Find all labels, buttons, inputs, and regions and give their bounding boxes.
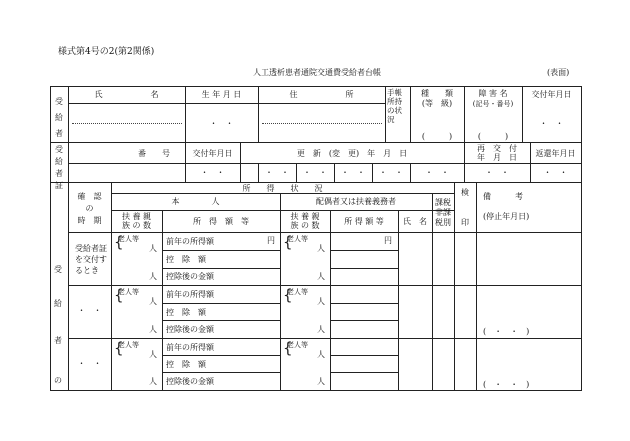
spouse-name-header: 氏 名 <box>403 217 427 226</box>
row-label-prior-income: 前年の所得額 <box>166 343 214 352</box>
elderly-label: 老人等 <box>118 341 139 349</box>
income-status-header: 所 得 状 況 <box>242 184 323 193</box>
remarks-header: 備 考 <box>483 192 523 201</box>
brace-icon: { <box>114 339 124 357</box>
return-date-value: ・ ・ <box>543 168 568 177</box>
spouse-dependents-unit: 人 <box>317 377 325 386</box>
reissue-header-2: 年 月 日 <box>477 153 517 162</box>
row-label-deduction: 控 除 額 <box>166 255 206 264</box>
confirm-header-1: 確 認 <box>77 192 102 201</box>
recipient-label <box>55 94 65 142</box>
renewal-date-3: ・ ・ <box>341 168 365 177</box>
stop-date-value-2: ( ・ ・ ) <box>483 327 530 336</box>
elderly-count-unit: 人 <box>149 244 157 253</box>
recipient-lower-label-1: 受 <box>54 265 62 274</box>
brace-icon: { <box>283 233 293 251</box>
elderly-count-unit: 人 <box>149 350 157 359</box>
table-border-top <box>50 86 582 87</box>
issue-date-header: 交付年月日 <box>531 90 572 99</box>
rule <box>385 86 386 143</box>
rule <box>330 372 398 373</box>
table-border-bottom <box>50 390 582 391</box>
row-label-deduction: 控 除 額 <box>166 360 206 369</box>
rule <box>68 232 582 233</box>
brace-icon: { <box>283 339 293 357</box>
spouse-dependents-header-1: 扶 養 親 <box>290 212 320 221</box>
form-number: 様式第4号の2(第2関係) <box>58 47 155 57</box>
principal-header: 本 人 <box>171 197 220 206</box>
confirm-header-2: の <box>85 204 94 213</box>
card-issue-date-value: ・ ・ <box>200 168 225 177</box>
table-border-right <box>581 86 582 391</box>
dotted-rule <box>72 123 182 124</box>
page-title: 人工透析患者通院交通費受給者台帳 <box>253 68 381 77</box>
rule <box>50 182 582 183</box>
card-issue-label-2: を交付す <box>75 255 107 264</box>
birthdate-header: 生 年 月 日 <box>201 90 242 99</box>
card-issue-label-1: 受給者証 <box>75 244 107 253</box>
recipient-lower-label-3: 者 <box>54 336 62 345</box>
tax-header-3: 税別 <box>435 218 451 227</box>
spouse-dependents-header-2: 族 の 数 <box>290 221 320 230</box>
card-issue-label-3: るとき <box>75 266 99 275</box>
return-date-header: 返還年月日 <box>535 149 576 158</box>
dotted-rule <box>262 123 382 124</box>
rule <box>162 320 280 321</box>
brace-icon: { <box>114 233 124 251</box>
recipient-label-text: 受給者 <box>55 97 63 138</box>
rule <box>330 210 331 391</box>
dependents-count-unit: 人 <box>149 272 157 281</box>
rule <box>330 303 398 304</box>
spouse-elderly-label: 老人等 <box>287 341 308 349</box>
rule <box>162 210 163 391</box>
issue-date-value: ・ ・ <box>539 119 564 128</box>
rule <box>330 355 398 356</box>
rule <box>68 103 385 104</box>
stop-date-header: (停止年月日) <box>483 212 530 221</box>
class-value: ( ) <box>421 132 453 141</box>
disability-code-header: (記号・番号) <box>472 100 514 108</box>
tax-header-2: 非課 <box>435 208 451 217</box>
rule <box>454 182 455 391</box>
inspect-header-1: 検 <box>461 188 469 197</box>
spouse-yen-unit: 円 <box>384 236 392 245</box>
rule <box>162 250 280 251</box>
elderly-label: 老人等 <box>118 288 139 296</box>
renewal-header: 更 新 (変 更) 年 月 日 <box>296 149 408 158</box>
elderly-count-unit: 人 <box>149 297 157 306</box>
spouse-elderly-unit: 人 <box>317 350 325 359</box>
name-header: 氏 名 <box>94 90 159 99</box>
row-label-prior-income: 前年の所得額 <box>166 237 214 246</box>
rule <box>68 285 582 286</box>
handbook-header <box>387 88 409 124</box>
renewal-date-1: ・ ・ <box>265 168 289 177</box>
rule <box>330 268 398 269</box>
stop-date-value-3: ( ・ ・ ) <box>483 380 530 389</box>
disability-header: 障 害 名 <box>478 89 508 98</box>
dependents-header-1: 扶 養 親 <box>121 212 152 221</box>
class-header: 種 類 <box>421 89 453 98</box>
rule <box>68 338 582 339</box>
brace-icon: { <box>283 286 293 304</box>
spouse-elderly-label: 老人等 <box>287 288 308 296</box>
rule <box>68 86 69 391</box>
rule <box>162 268 280 269</box>
spouse-dependents-unit: 人 <box>317 272 325 281</box>
row-label-after-deduction: 控除後の金額 <box>166 325 214 334</box>
dependents-count-unit: 人 <box>149 325 157 334</box>
recipient-card-label-text: 受給者証 <box>55 145 63 190</box>
spouse-elderly-label: 老人等 <box>287 235 308 243</box>
yen-unit: 円 <box>267 236 275 245</box>
income-amount-header: 所 得 額 等 <box>193 217 249 226</box>
dependents-header-2: 族 の 数 <box>121 221 152 230</box>
tax-header-1: 課税 <box>435 198 451 207</box>
grade-header: (等 級) <box>421 99 453 108</box>
rule <box>476 182 477 391</box>
recipient-card-label <box>55 144 65 192</box>
rule <box>68 163 582 164</box>
birthdate-value: ・ ・ <box>209 119 234 128</box>
confirm-date-2: ・ ・ <box>77 306 102 315</box>
address-header: 住 所 <box>289 90 354 99</box>
rule <box>162 355 280 356</box>
elderly-label: 老人等 <box>118 235 139 243</box>
rule <box>50 142 582 143</box>
number-header: 番 号 <box>138 149 170 158</box>
disability-value: ( ) <box>477 132 509 141</box>
rule <box>162 303 280 304</box>
handbook-header-text: 手帳所持の状況 <box>387 88 402 124</box>
renewal-date-4: ・ ・ <box>379 168 403 177</box>
row-label-deduction: 控 除 額 <box>166 308 206 317</box>
dependents-count-unit: 人 <box>149 377 157 386</box>
rule <box>162 372 280 373</box>
reissue-date-value: ・ ・ <box>485 168 509 177</box>
spouse-dependents-unit: 人 <box>317 325 325 334</box>
renewal-date-5: ・ ・ <box>425 168 449 177</box>
recipient-lower-label-2: 給 <box>54 299 62 308</box>
inspect-header-2: 印 <box>461 218 469 227</box>
spouse-elderly-unit: 人 <box>317 244 325 253</box>
spouse-header: 配偶者又は扶養義務者 <box>316 197 396 206</box>
brace-icon: { <box>114 286 124 304</box>
rule <box>111 193 454 194</box>
confirm-header-3: 時 期 <box>77 216 102 225</box>
row-label-prior-income: 前年の所得額 <box>166 290 214 299</box>
rule <box>330 320 398 321</box>
rule <box>398 210 399 391</box>
card-issue-date-header: 交付年月日 <box>192 149 233 158</box>
reissue-header-1: 再 交 付 <box>477 144 517 153</box>
recipient-lower-label-4: の <box>54 376 62 385</box>
face-label: (表面) <box>547 68 570 77</box>
rule <box>330 250 398 251</box>
renewal-date-2: ・ ・ <box>303 168 327 177</box>
confirm-date-3: ・ ・ <box>77 359 102 368</box>
spouse-elderly-unit: 人 <box>317 297 325 306</box>
table-border-left <box>50 86 51 391</box>
spouse-income-header: 所 得 額 等 <box>344 217 384 226</box>
row-label-after-deduction: 控除後の金額 <box>166 377 214 386</box>
row-label-after-deduction: 控除後の金額 <box>166 272 214 281</box>
